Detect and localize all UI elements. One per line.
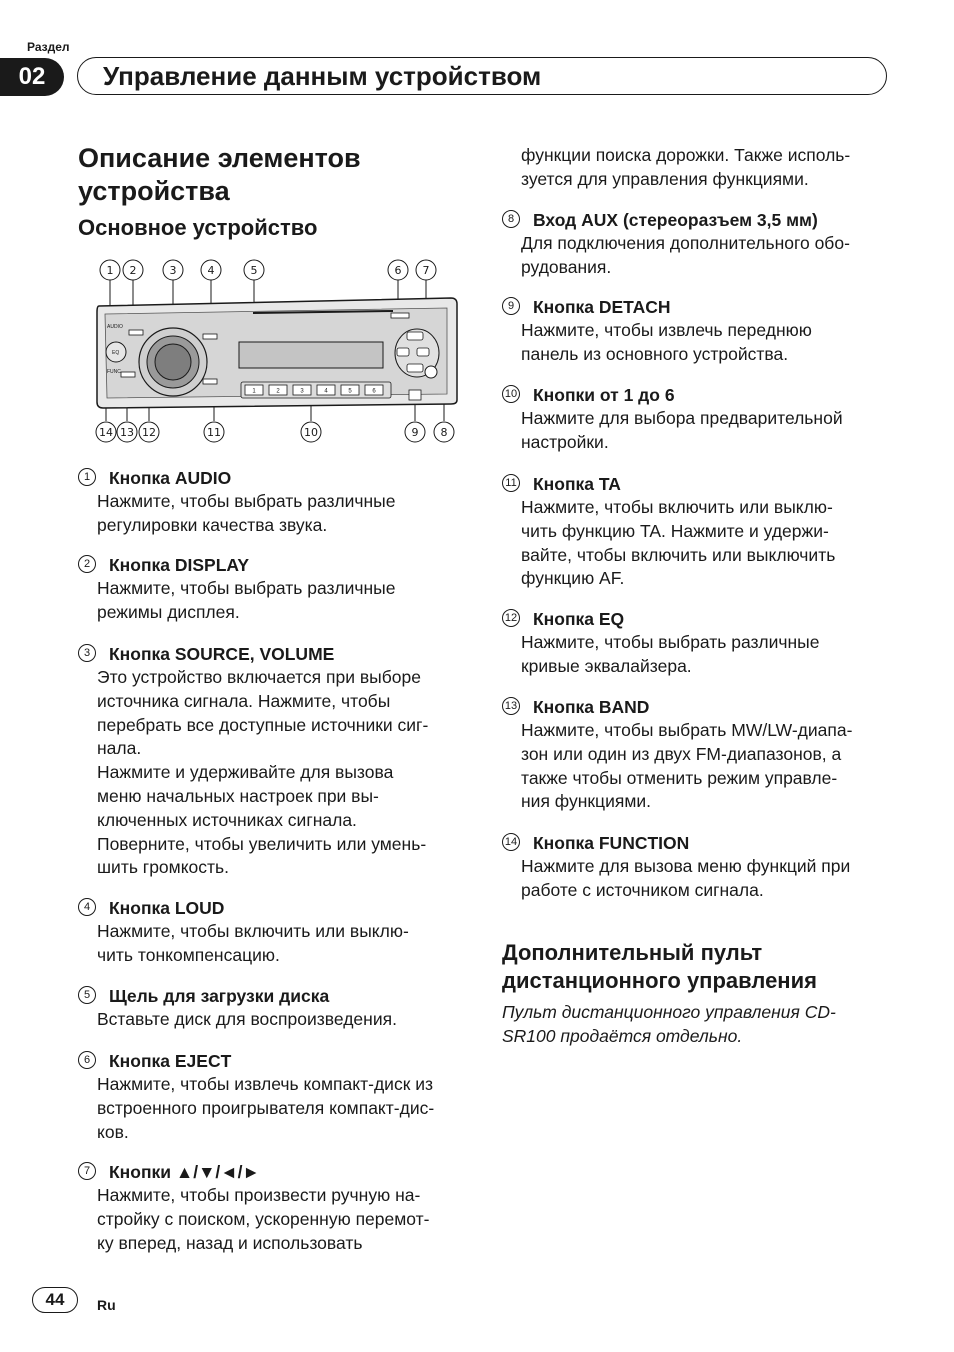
list-item — [78, 1161, 429, 1255]
remote-note: Пульт дистанционного управления CD- SR100 продаётся отдельно. — [502, 1002, 836, 1046]
item-number: 3 — [78, 644, 96, 662]
item-number: 6 — [78, 1051, 96, 1069]
item-title: Кнопки ▲/▼/◄/► — [109, 1162, 260, 1182]
item-title: Кнопка DISPLAY — [109, 555, 250, 575]
callout-number: 12 — [142, 426, 156, 439]
item-title: Кнопка LOUD — [109, 898, 225, 918]
item-title: Кнопка DETACH — [533, 297, 671, 317]
preset-label: 4 — [324, 388, 328, 395]
preset-label: 2 — [276, 388, 280, 395]
callout-number: 9 — [411, 426, 419, 439]
panel-label-func: FUNC — [107, 369, 121, 375]
chapter-header — [77, 57, 887, 95]
item-title: Кнопка EQ — [533, 609, 625, 629]
item-description: Вставьте диск для воспроизведения. — [97, 1009, 397, 1029]
chapter-title: Управление данным устройством — [103, 61, 542, 91]
preset-label: 5 — [348, 388, 352, 395]
list-item — [78, 554, 395, 625]
list-item — [502, 384, 843, 455]
callout-number: 7 — [422, 264, 430, 277]
panel-label-audio: AUDIO — [107, 324, 123, 330]
item-description: Для подключения дополнительного обо- рудования. — [521, 233, 850, 277]
item-description: Нажмите, чтобы выбрать различные регулировки качества звука. — [97, 491, 396, 535]
callout-number: 8 — [440, 426, 448, 439]
callout-number: 4 — [207, 264, 215, 277]
section-number-badge: 02 — [0, 58, 64, 96]
list-item — [78, 897, 409, 968]
list-item — [502, 696, 852, 814]
item-number: 8 — [502, 210, 520, 228]
preset-label: 3 — [300, 388, 304, 395]
item-title: Вход AUX (стереоразъем 3,5 мм) — [533, 210, 818, 230]
head-unit-diagram — [93, 258, 463, 448]
item-description: Нажмите для вызова меню функций при работе с источником сигнала. — [521, 856, 851, 900]
item-number: 10 — [502, 385, 520, 403]
item-number: 14 — [502, 833, 520, 851]
item-title: Кнопка FUNCTION — [533, 833, 690, 853]
item-number: 4 — [78, 898, 96, 916]
subsection-title: Основное устройство — [78, 215, 318, 240]
item-number: 5 — [78, 986, 96, 1004]
item-number: 9 — [502, 297, 520, 315]
item-number: 11 — [502, 474, 520, 492]
list-item — [502, 296, 812, 367]
callout-number: 2 — [129, 264, 137, 277]
item-number: 2 — [78, 555, 96, 573]
section-label: Раздел — [27, 40, 70, 54]
callout-number: 3 — [169, 264, 177, 277]
item-description: Нажмите, чтобы выбрать MW/LW-диапа- зон или один из двух FM-диапазонов, а также чтобы отменить режим управле- ния функциями. — [521, 720, 853, 812]
callout-number: 14 — [99, 426, 113, 439]
item-description: Нажмите, чтобы извлечь переднюю панель из основного устройства. — [521, 320, 812, 364]
callout-number: 11 — [207, 426, 221, 439]
item-title: Кнопка EJECT — [109, 1051, 232, 1071]
page-title: Описание элементов устройства — [78, 143, 361, 206]
remote-section-title: Дополнительный пульт дистанционного управления — [502, 940, 817, 993]
callout-number: 10 — [304, 426, 318, 439]
item-description: Нажмите, чтобы включить или выклю- чить тонкомпенсацию. — [97, 921, 409, 965]
callouts-bottom-numbers — [99, 426, 448, 439]
item-title: Кнопки от 1 до 6 — [533, 385, 675, 405]
panel-label-eq: EQ — [112, 350, 120, 356]
item-description: Нажмите, чтобы произвести ручную на- стройку с поиском, ускоренную перемот- ку вперед, назад и использовать — [97, 1185, 430, 1253]
list-item — [78, 1050, 434, 1144]
list-item — [78, 467, 395, 538]
item-continuation: функции поиска дорожки. Также исполь- зуется для управления функциями. — [521, 145, 851, 189]
item-description: Нажмите для выбора предварительной настройки. — [521, 408, 843, 452]
language-code: Ru — [97, 1297, 116, 1313]
item-title: Кнопка SOURCE, VOLUME — [109, 644, 335, 664]
callouts-top — [100, 260, 436, 280]
list-item — [78, 643, 428, 880]
item-number: 12 — [502, 609, 520, 627]
item-title: Кнопка BAND — [533, 697, 650, 717]
callout-number: 1 — [106, 264, 114, 277]
preset-label: 6 — [372, 388, 376, 395]
callouts-top-numbers — [107, 264, 430, 277]
item-description: Нажмите, чтобы извлечь компакт-диск из встроенного проигрывателя компакт-дис- ков. — [97, 1074, 435, 1142]
list-item — [502, 832, 850, 903]
item-description: Нажмите, чтобы выбрать различные режимы дисплея. — [97, 578, 396, 622]
item-description: Нажмите, чтобы включить или выклю- чить функцию TA. Нажмите и удержи- вайте, чтобы включить или выключить функцию AF. — [521, 497, 836, 589]
callout-number: 13 — [120, 426, 134, 439]
preset-label: 1 — [252, 388, 256, 395]
item-number: 13 — [502, 697, 520, 715]
item-description: Нажмите, чтобы выбрать различные кривые эквалайзера. — [521, 632, 820, 676]
list-item — [502, 473, 835, 591]
page-number: 44 — [32, 1287, 78, 1313]
item-description: Это устройство включается при выборе источника сигнала. Нажмите, чтобы перебрать все доступные источники сиг- нала. Нажмите и удерживайте для вызова меню начальных настроек при вы- ключенных источниках сигнала. Поверните, чтобы увеличить или умень- шить громкость. — [97, 667, 429, 878]
item-number: 7 — [78, 1162, 96, 1180]
list-item — [78, 985, 397, 1032]
item-number: 1 — [78, 468, 96, 486]
callout-number: 5 — [250, 264, 258, 277]
list-item — [502, 209, 850, 280]
list-item — [502, 608, 819, 679]
item-title: Щель для загрузки диска — [109, 986, 330, 1006]
item-title: Кнопка AUDIO — [109, 468, 232, 488]
callout-number: 6 — [394, 264, 402, 277]
item-title: Кнопка TA — [533, 474, 621, 494]
